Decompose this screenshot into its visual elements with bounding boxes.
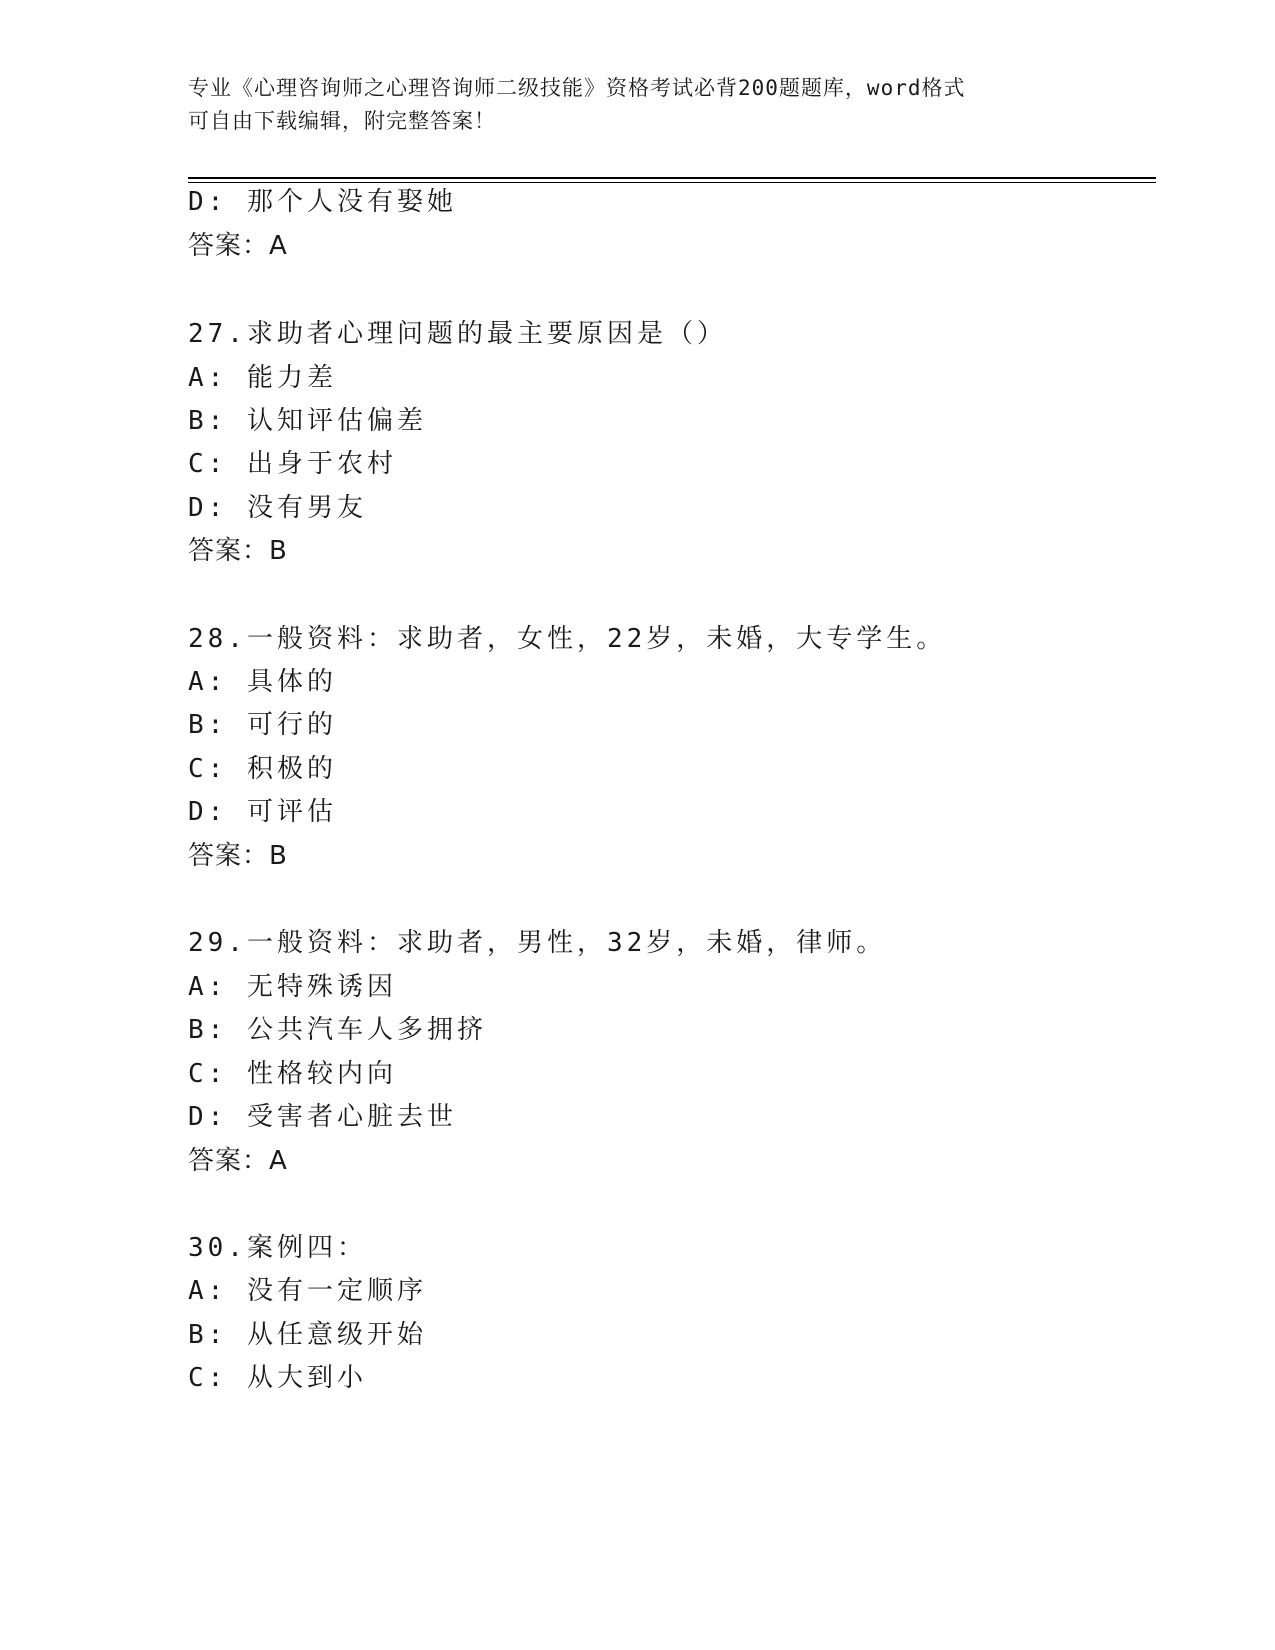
header-divider-thick <box>188 177 1156 179</box>
question-30-stem: 30.案例四： <box>188 1233 367 1263</box>
question-30-option-b: B: 从任意级开始 <box>188 1320 427 1350</box>
question-29-stem: 29.一般资料：求助者，男性，32岁，未婚，律师。 <box>188 928 887 958</box>
question-28-stem: 28.一般资料：求助者，女性，22岁，未婚，大专学生。 <box>188 624 947 654</box>
header-line-1: 专业《心理咨询师之心理咨询师二级技能》资格考试必背200题题库，word格式 <box>188 76 966 100</box>
header-line-2: 可自由下载编辑，附完整答案！ <box>188 109 496 133</box>
question-30-option-a: A: 没有一定顺序 <box>188 1276 427 1306</box>
question-28-answer: 答案：B <box>188 841 288 871</box>
question-28-option-c: C: 积极的 <box>188 754 337 784</box>
prev-option-d: D: 那个人没有娶她 <box>188 187 457 217</box>
question-29-option-b: B: 公共汽车人多拥挤 <box>188 1015 487 1045</box>
question-27-stem: 27.求助者心理问题的最主要原因是（） <box>188 319 727 349</box>
header-divider-thin <box>188 182 1156 183</box>
document-header <box>188 72 1088 138</box>
question-29-option-a: A: 无特殊诱因 <box>188 972 397 1002</box>
question-30-option-c: C: 从大到小 <box>188 1363 367 1393</box>
question-29-option-d: D: 受害者心脏去世 <box>188 1102 457 1132</box>
question-27-option-c: C: 出身于农村 <box>188 449 397 479</box>
question-27-option-d: D: 没有男友 <box>188 493 367 523</box>
question-27-option-a: A: 能力差 <box>188 363 337 393</box>
question-27-answer: 答案：B <box>188 536 288 566</box>
prev-answer: 答案：A <box>188 231 288 261</box>
question-29-answer: 答案：A <box>188 1146 288 1176</box>
question-29-option-c: C: 性格较内向 <box>188 1059 397 1089</box>
question-28-option-b: B: 可行的 <box>188 710 337 740</box>
question-28-option-d: D: 可评估 <box>188 797 337 827</box>
question-28-option-a: A: 具体的 <box>188 667 337 697</box>
question-27-option-b: B: 认知评估偏差 <box>188 406 427 436</box>
